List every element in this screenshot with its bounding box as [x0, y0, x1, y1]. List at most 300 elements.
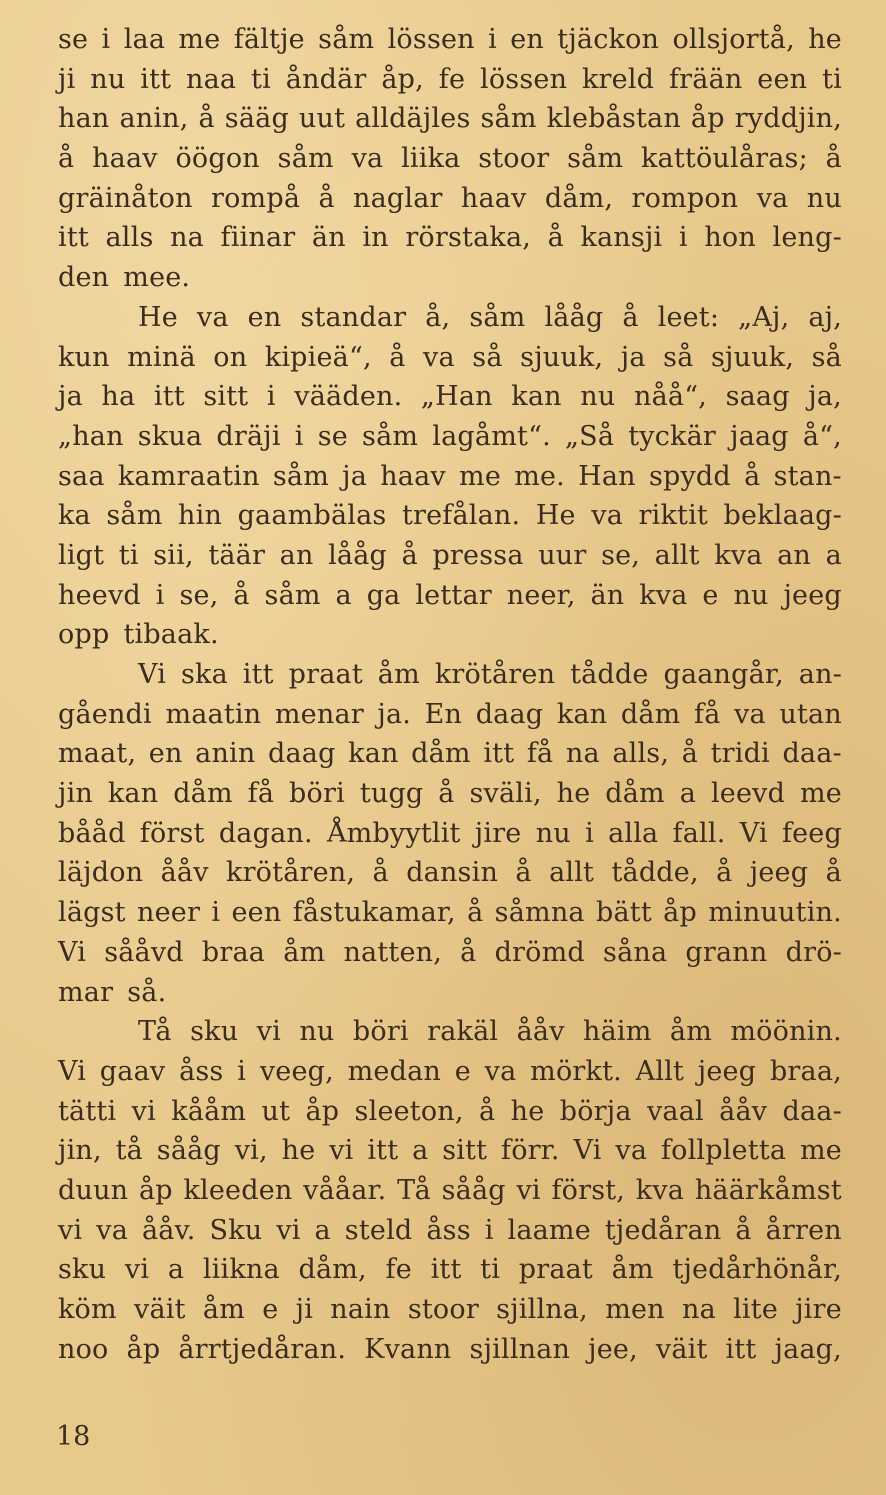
word: Sku [209, 1214, 263, 1246]
word: klebåstan [546, 103, 681, 135]
word: förr. [501, 1135, 560, 1167]
word: en [148, 738, 183, 770]
text-line [58, 60, 842, 100]
word: hin [178, 500, 223, 532]
word: åm [377, 659, 420, 690]
word: noo [58, 1333, 109, 1365]
word: na [170, 222, 204, 254]
word: å [467, 897, 484, 929]
word: in [362, 222, 389, 254]
word: tjedårhönår, [672, 1254, 842, 1286]
word: jee, [588, 1333, 638, 1365]
word: kun [58, 341, 110, 373]
word: sjillnan [469, 1333, 571, 1365]
word: stoor [407, 1294, 479, 1325]
word: vi [131, 1095, 156, 1127]
word: ka [58, 500, 91, 532]
word: saag [725, 381, 790, 413]
word: så [472, 341, 503, 373]
word: fe [438, 63, 466, 95]
word: lååg [544, 301, 604, 333]
word: braa, [769, 1055, 842, 1087]
word: såm [318, 24, 375, 55]
word: praat [518, 1254, 593, 1286]
word: Vi [573, 1135, 602, 1167]
word: å [460, 936, 477, 968]
word: krötåren [434, 659, 556, 690]
word: lagåmt“. [432, 420, 551, 452]
word: få [694, 698, 721, 730]
word: dåm [605, 778, 665, 810]
word: böri [352, 1016, 409, 1048]
word: vi [124, 1254, 150, 1286]
word: se, [601, 539, 641, 571]
word: duun [58, 1174, 129, 1206]
word: mörkt. [530, 1055, 622, 1087]
word: ska [180, 659, 228, 690]
word: e [262, 1294, 279, 1325]
word: itt [725, 1333, 757, 1365]
word: vi [329, 1135, 354, 1167]
word: anin, [119, 103, 189, 135]
word: Vi [138, 659, 167, 690]
word: an- [798, 659, 842, 690]
word: jeeg [697, 1055, 757, 1087]
word: få [526, 738, 554, 770]
word: väit [134, 1294, 186, 1325]
word: tyckär [628, 420, 717, 452]
word: Vi [58, 936, 87, 968]
word: sjuuk, [520, 341, 604, 373]
word: nu [806, 182, 842, 214]
word: vi [516, 1174, 541, 1206]
word: ji [295, 1294, 314, 1325]
word: allt [654, 539, 700, 571]
word: opp [58, 619, 110, 651]
word: me [459, 460, 502, 492]
word: an [279, 539, 314, 571]
word: va [615, 1135, 648, 1167]
text-line [58, 1330, 842, 1370]
word: möönin. [730, 1016, 842, 1048]
word: åm [202, 1294, 246, 1325]
word: trefålan. [401, 500, 521, 532]
word: böri [289, 778, 345, 810]
word: alls [105, 222, 154, 254]
word: ut [261, 1095, 291, 1127]
word: läjdon [58, 857, 144, 889]
word: beklaag- [723, 500, 842, 532]
word: itt [153, 381, 185, 413]
text-line [58, 179, 842, 219]
word: na [681, 1294, 716, 1325]
word: on [213, 341, 248, 373]
word: he [808, 24, 842, 55]
word: naglar [353, 182, 443, 214]
text-line [58, 655, 842, 695]
word: sjuuk, [710, 341, 795, 373]
word: kan [511, 381, 562, 413]
word: va [196, 301, 229, 333]
word: kan [556, 698, 608, 730]
word: ååv [516, 1016, 565, 1048]
page-number: 18 [56, 1421, 91, 1452]
word: En [424, 698, 463, 730]
word: å [318, 182, 335, 214]
text-line [58, 457, 842, 497]
word: fall. [672, 817, 726, 849]
word: åm [669, 1016, 713, 1048]
word: gåendi [58, 698, 152, 730]
word: dåm, [544, 182, 614, 214]
word: å [622, 301, 639, 333]
word: å, [425, 301, 451, 333]
text-line [58, 1131, 842, 1171]
word: åp, [381, 63, 424, 95]
word: lössen [387, 24, 475, 55]
word: ååv. [141, 1214, 196, 1246]
word: jire [474, 817, 522, 849]
text-line [58, 417, 842, 457]
word: menar [274, 698, 364, 730]
word: spydd [648, 460, 731, 492]
word: årren [765, 1214, 842, 1246]
word: kamraatin [117, 460, 260, 492]
word: Vi [739, 817, 768, 849]
word: först [139, 817, 205, 849]
word: maatin [165, 698, 262, 730]
word: ligt [58, 539, 105, 571]
word: tugg [359, 778, 424, 810]
word: feeg [781, 817, 842, 849]
word: minä [127, 341, 196, 373]
word: a [335, 579, 352, 611]
word: itt [430, 1254, 462, 1286]
word: itt [140, 63, 172, 95]
word: nain [330, 1294, 391, 1325]
word: såna [603, 936, 668, 968]
word: grann [685, 936, 768, 968]
word: sku [190, 1016, 239, 1048]
word: ga [366, 579, 401, 611]
word: sååvd [104, 936, 184, 968]
word: kreld [581, 63, 655, 95]
word: rakäl [427, 1016, 499, 1048]
word: stan- [773, 460, 842, 492]
text-line [58, 734, 842, 774]
word: dåm, [298, 1254, 367, 1286]
word: He [138, 301, 178, 333]
text-line [58, 933, 842, 973]
word: såm [469, 301, 526, 333]
word: ja [58, 381, 83, 413]
text-line [58, 298, 842, 338]
word: skua [137, 420, 203, 452]
text-line [58, 377, 842, 417]
word: va [351, 143, 384, 175]
word: vi [276, 1214, 301, 1246]
word: pressa [432, 539, 524, 571]
word: utan [779, 698, 842, 730]
word: dagan. [218, 817, 313, 849]
word: i [101, 24, 111, 55]
word: haav [92, 143, 158, 175]
word: ti [118, 539, 139, 571]
word: ryddjin, [734, 103, 842, 135]
word: daa- [782, 738, 842, 770]
word: sääg [224, 103, 289, 135]
word: rompon [631, 182, 739, 214]
word: dansin [406, 857, 499, 889]
word: i [488, 24, 497, 55]
word: lite [733, 1294, 778, 1325]
word: Vi [58, 1055, 87, 1087]
word: tibaak. [123, 619, 219, 651]
word: sååg [156, 1135, 221, 1167]
text-line [58, 814, 842, 854]
word: „Han [420, 381, 493, 413]
word: allt [549, 857, 595, 889]
word: han [58, 103, 110, 135]
word: laa [123, 24, 166, 55]
word: så. [127, 976, 167, 1008]
word: itt [483, 738, 515, 770]
text-line [58, 1052, 842, 1092]
word: medan [347, 1055, 441, 1087]
word: nu [90, 63, 126, 95]
word: dåm [620, 698, 681, 730]
word: nu [580, 381, 616, 413]
word: stoor [478, 143, 550, 175]
word: me. [514, 460, 565, 492]
word: sååg [441, 1174, 506, 1206]
word: så [663, 341, 694, 373]
word: sitt [442, 1135, 488, 1167]
word: neer [137, 897, 201, 929]
text-line [58, 139, 842, 179]
word: men [605, 1294, 665, 1325]
word: jaag [730, 420, 789, 452]
word: i [484, 1214, 494, 1246]
word: å [401, 539, 418, 571]
word: häim [583, 1016, 652, 1048]
word: såm [106, 500, 163, 532]
word: nu [733, 579, 769, 611]
word: krötåren, [226, 857, 356, 889]
word: jin, [58, 1135, 102, 1167]
word: a [825, 539, 842, 571]
word: öögon [175, 143, 260, 175]
word: mar [58, 976, 114, 1008]
word: såm [480, 103, 537, 135]
word: minuutin. [708, 897, 842, 929]
text-line [58, 576, 842, 616]
word: än [590, 579, 625, 611]
word: fältje [233, 24, 305, 55]
word: leng- [772, 222, 842, 254]
word: häärkåmst [694, 1174, 842, 1206]
word: saa [58, 460, 105, 492]
word: gräinåton [58, 182, 193, 214]
word: aj, [808, 301, 842, 333]
text-line [58, 1290, 842, 1330]
word: åss [179, 1055, 224, 1087]
word: åm [611, 1254, 654, 1286]
text-line [58, 1211, 842, 1251]
word: å [372, 857, 389, 889]
text-line [58, 1012, 842, 1052]
word: nu [535, 817, 571, 849]
word: alldäjles [355, 103, 471, 135]
word: börja [559, 1095, 632, 1127]
word: sku [58, 1254, 107, 1286]
word: heevd [58, 579, 141, 611]
text-line [58, 853, 842, 893]
word: anin [195, 738, 256, 770]
word: såm [272, 460, 329, 492]
word: kva [635, 1174, 685, 1206]
word: steld [344, 1214, 413, 1246]
word: daa- [782, 1095, 842, 1127]
word: fe [385, 1254, 412, 1286]
text-line [58, 1250, 842, 1290]
word: riktit [638, 500, 708, 532]
word: å [716, 857, 733, 889]
word: liika [401, 143, 461, 175]
word: åp [126, 1333, 161, 1365]
text-line [58, 973, 842, 1013]
word: tjäckon [557, 24, 660, 55]
word: e [702, 579, 719, 611]
word: kååm [171, 1095, 247, 1127]
text-line [58, 218, 842, 258]
word: ja [342, 460, 368, 492]
word: nu [299, 1016, 335, 1048]
word: jire [795, 1294, 842, 1325]
word: tå [115, 1135, 143, 1167]
word: å [198, 103, 215, 135]
word: gaambälas [237, 500, 387, 532]
word: haav [380, 460, 446, 492]
text-line [58, 774, 842, 814]
word: i [266, 381, 276, 413]
word: jin [58, 778, 93, 810]
word: tätti [58, 1095, 117, 1127]
word: mee. [123, 262, 191, 294]
word: he [556, 778, 591, 810]
word: å [681, 738, 699, 770]
word: sii, [153, 539, 194, 571]
word: täär [208, 539, 266, 571]
word: i [211, 897, 221, 929]
word: itt [58, 222, 89, 254]
word: i [237, 1055, 247, 1087]
word: dåm [173, 778, 233, 810]
word: först, [551, 1174, 626, 1206]
word: i [294, 420, 304, 452]
word: jaag, [774, 1333, 842, 1365]
word: alls, [612, 738, 670, 770]
word: ti [251, 63, 271, 95]
word: ti [480, 1254, 501, 1286]
word: å [479, 1095, 496, 1127]
word: gaangår, [663, 659, 784, 690]
word: såm [277, 143, 334, 175]
body-text [58, 20, 842, 1369]
word: å [825, 143, 842, 175]
word: lägst [58, 897, 126, 929]
word: en [247, 301, 282, 333]
word: he [510, 1095, 545, 1127]
word: daag [268, 738, 336, 770]
word: å [58, 143, 75, 175]
word: kva [639, 579, 688, 611]
text-line [58, 695, 842, 735]
word: kattöulåras; [640, 143, 808, 175]
word: na [565, 738, 600, 770]
word: ååv [719, 1095, 768, 1127]
word: He [535, 500, 576, 532]
text-line [58, 496, 842, 536]
word: a [167, 1254, 185, 1286]
word: „han [58, 420, 124, 452]
word: ji [58, 63, 76, 95]
word: Han [578, 460, 636, 492]
word: Tå [138, 1016, 172, 1048]
word: åp [138, 1174, 173, 1206]
word: än [311, 222, 346, 254]
word: Tå [397, 1174, 431, 1206]
word: å“, [802, 420, 842, 452]
word: va [484, 1055, 517, 1087]
word: sleeton, [354, 1095, 464, 1127]
word: fiinar [220, 222, 296, 254]
word: nåå“, [634, 381, 708, 413]
word: itt [242, 659, 274, 690]
word: en [510, 24, 544, 55]
word: Åmbyytlit [326, 817, 461, 849]
word: va [96, 1214, 128, 1246]
word: maat, [58, 738, 137, 770]
word: å [515, 857, 532, 889]
word: laame [507, 1214, 591, 1246]
word: kleeden [183, 1174, 293, 1206]
word: lössen [479, 63, 568, 95]
word: å [735, 1214, 752, 1246]
text-line [58, 1092, 842, 1132]
word: liikna [202, 1254, 280, 1286]
word: se [317, 420, 348, 452]
word: å [744, 460, 761, 492]
text-line [58, 615, 842, 655]
word: åndär [285, 63, 367, 95]
text-line [58, 20, 842, 60]
word: tjedåran [604, 1214, 722, 1246]
word: såm [567, 143, 624, 175]
word: såmna [494, 897, 585, 929]
word: va [734, 698, 766, 730]
word: väit [655, 1333, 708, 1365]
word: bätt [596, 897, 652, 929]
word: drö- [785, 936, 842, 968]
word: kan [348, 738, 399, 770]
word: årrtjedåran. [178, 1333, 347, 1365]
word: jeeg [749, 857, 809, 889]
word: va [756, 182, 789, 214]
word: „Aj, [738, 301, 790, 333]
word: å [825, 857, 842, 889]
text-line [58, 99, 842, 139]
